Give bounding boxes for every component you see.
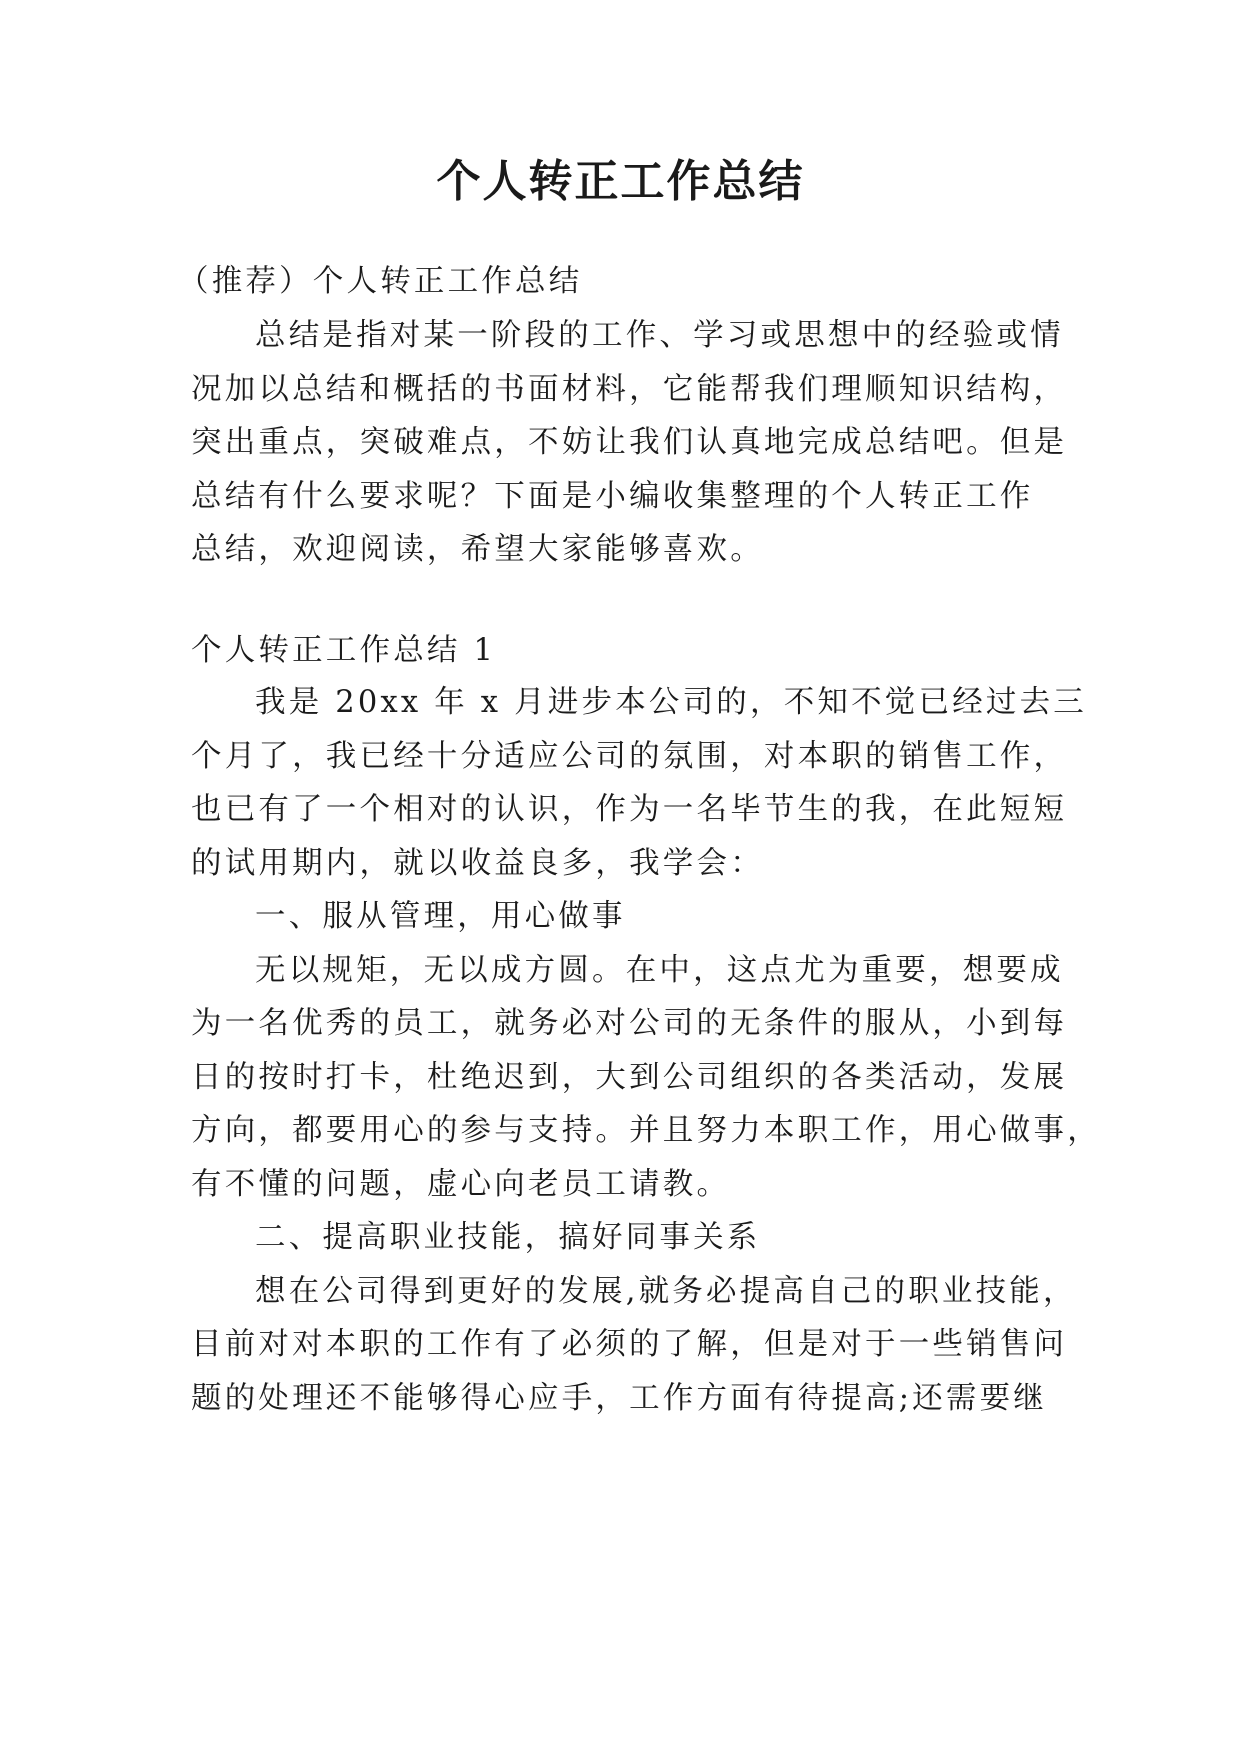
paragraph-line: 我是 20xx 年 x 月进步本公司的，不知不觉已经过去三 [255,685,1087,720]
paragraph-line: 方向，都要用心的参与支持。并且努力本职工作，用心做事， [191,1113,1101,1148]
paragraph-line: 目前对对本职的工作有了必须的了解，但是对于一些销售问 [191,1327,1068,1362]
paragraph-line: 也已有了一个相对的认识，作为一名毕节生的我，在此短短 [191,792,1068,827]
intro-line: 突出重点，突破难点，不妨让我们认真地完成总结吧。但是 [191,425,1068,460]
document-title: 个人转正工作总结 [436,156,805,207]
intro-line: 总结，欢迎阅读，希望大家能够喜欢。 [191,532,764,567]
section-heading: 个人转正工作总结 1 [191,633,497,668]
intro-subtitle: （推荐）个人转正工作总结 [178,264,583,299]
intro-line: 总结是指对某一阶段的工作、学习或思想中的经验或情 [255,318,1064,353]
paragraph-line: 日的按时打卡，杜绝迟到，大到公司组织的各类活动，发展 [191,1060,1068,1095]
intro-line: 况加以总结和概括的书面材料，它能帮我们理顺知识结构， [191,372,1068,407]
paragraph-line: 想在公司得到更好的发展,就务必提高自己的职业技能， [255,1274,1077,1309]
point-heading: 一、服从管理，用心做事 [255,899,626,934]
paragraph-line: 个月了，我已经十分适应公司的氛围，对本职的销售工作， [191,739,1068,774]
point-heading: 二、提高职业技能，搞好同事关系 [255,1220,761,1255]
paragraph-line: 的试用期内，就以收益良多，我学会： [191,846,764,881]
paragraph-line: 无以规矩，无以成方圆。在中，这点尤为重要，想要成 [255,953,1064,988]
paragraph-line: 题的处理还不能够得心应手，工作方面有待提高;还需要继 [191,1381,1047,1416]
intro-line: 总结有什么要求呢？下面是小编收集整理的个人转正工作 [191,479,1034,514]
paragraph-line: 为一名优秀的员工，就务必对公司的无条件的服从，小到每 [191,1006,1068,1041]
paragraph-line: 有不懂的问题，虚心向老员工请教。 [191,1167,731,1202]
